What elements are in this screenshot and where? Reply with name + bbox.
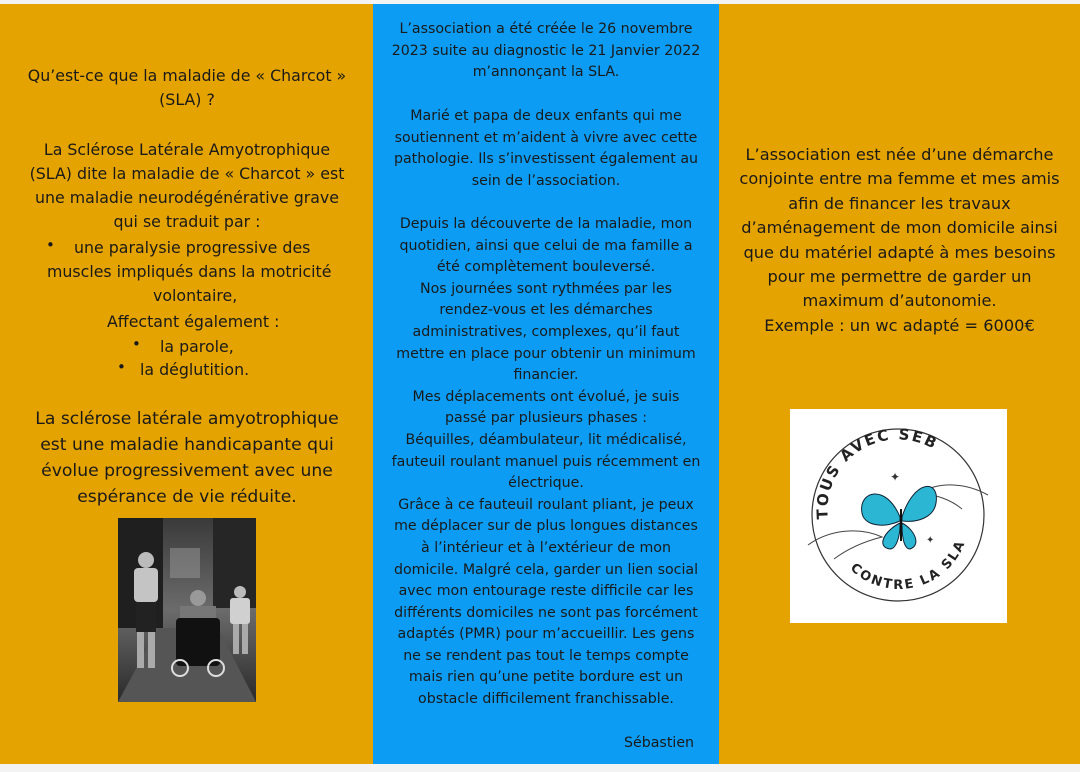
daily-life-paragraph: Depuis la découverte de la maladie, mon quotidien, ainsi que celui de ma famille a été complètement bouleversé. Nos journées sont rythmées par les rendez-vous et les démarches administratives, complexes, qu’il faut mettre en place pour obtenir un minimum financier. Mes déplacements ont évolué, je suis passé par plusieurs phases : Béquilles, déambulateur, lit médicalisé, fauteuil roulant manuel puis récemment en électrique. Grâce à ce fauteuil roulant pliant, je peux me déplacer sur de plus longues distances à l’intérieur et à l’extérieur de mon domicile. Malgré cela, garder un lien social avec mon entourage reste difficile car les différents domiciles ne sont pas forcément adaptés (PMR) pour m’accueillir. Les gens ne se rendent pas tout le temps compte mais rien qu’une petite bordure est un obstacle difficilement franchissable. — [391, 216, 701, 708]
bullet-paralysis-line3: volontaire, — [153, 286, 238, 305]
bullet-speech: la parole, — [160, 337, 234, 356]
association-logo — [790, 409, 1007, 623]
family-paragraph: Marié et papa de deux enfants qui me soutiennent et m’aident à vivre avec cette pathologie. Ils s’investissent également au sein de l’association. — [393, 108, 699, 189]
logo-top-text: TOUS AVEC SEB — [813, 425, 942, 520]
bullet-marker: • — [132, 335, 141, 353]
right-panel — [719, 4, 1080, 764]
bullet-marker: • — [46, 236, 55, 254]
bullet-paralysis-line1: une paralysie progressive des — [74, 238, 311, 257]
question-heading: Qu’est-ce que la maladie de « Charcot » (SLA) ? — [27, 66, 347, 109]
bullet-swallowing: la déglutition. — [140, 360, 250, 379]
affectant-label: Affectant également : — [107, 312, 280, 331]
association-purpose: L’association est née d’une démarche conjointe entre ma femme et mes amis afin de financer les travaux d’aménagement de mon domicile ainsi que du matériel adapté à mes besoins pour me permettre de garder un maximum d’autonomie. Exemple : un wc adapté = 6000€ — [739, 145, 1060, 335]
family-photo — [118, 518, 256, 702]
svg-text:✦: ✦ — [926, 535, 935, 546]
bullet-marker: • — [117, 358, 126, 376]
svg-text:✦: ✦ — [890, 470, 901, 484]
founding-paragraph: L’association a été créée le 26 novembre 2023 suite au diagnostic le 21 Janvier 2022 m’annonçant la SLA. — [391, 21, 701, 81]
logo-bottom-text: CONTRE LA SLA — [847, 537, 969, 593]
sla-conclusion: La sclérose latérale amyotrophique est une maladie handicapante qui évolue progressivement avec une espérance de vie réduite. — [35, 409, 339, 507]
sla-definition: La Sclérose Latérale Amyotrophique (SLA) dite la maladie de « Charcot » est une maladie neurodégénérative grave qui se traduit par : — [29, 140, 345, 231]
signature: Sébastien — [624, 735, 695, 751]
bullet-paralysis-line2: muscles impliqués dans la motricité — [47, 262, 332, 281]
